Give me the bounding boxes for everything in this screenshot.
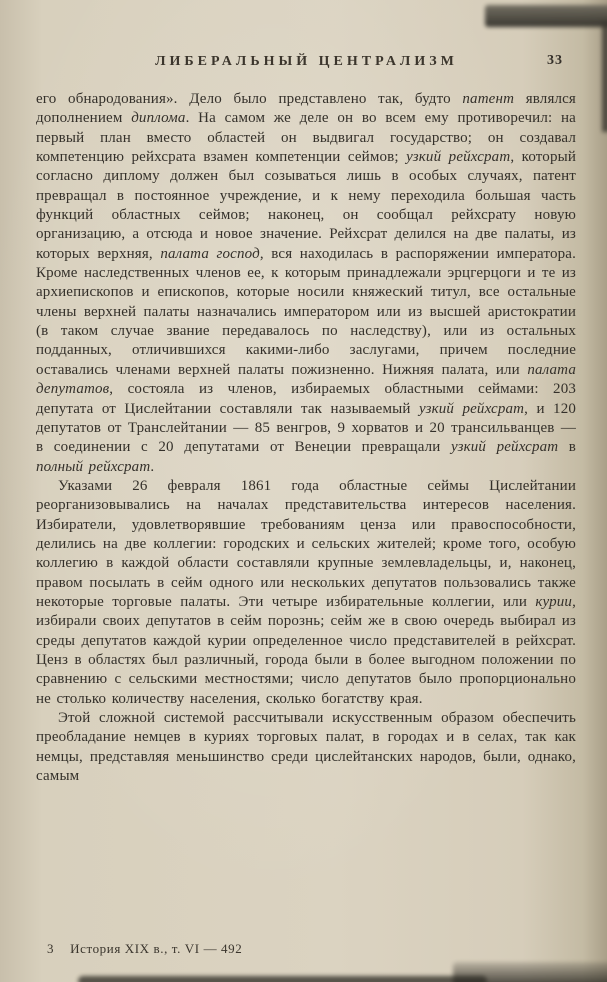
text-run: являлся дополнением [36,91,576,127]
signature-mark: 3 [47,941,55,956]
scan-artifact-bottom-right [453,962,607,982]
text-run: . [150,458,155,475]
text-run-italic: узкий рейхсрат [418,400,525,417]
text-run: , который согласно диплому должен был созываться лишь в особых случаях, патент превращал в постоянное учреждение, и к нему переходила большая часть функций областных сеймов; наконец, он сообщал рейхсрату новую организацию, а отсюда и новое значение. Рейхсрат делился на две палаты, из которых верхняя, [36,149,576,262]
text-run-italic: патент [462,91,515,107]
paragraph [36,477,576,709]
page-body [36,90,576,786]
scan-artifact-bottom-edge [78,976,487,982]
paragraph [36,709,576,786]
text-run-italic: диплома [131,110,186,127]
text-run: в [558,439,576,456]
running-header [36,52,577,74]
text-run: его обнародования». Дело было представлено так, будто [36,91,463,107]
text-run: . На самом же деле он во всем ему противоречил: на первый план вместо областей он выдвигал государство; он создавал компетенцию рейхсрата взамен компетенции сеймов; [36,110,576,166]
text-run-italic: полный рейхсрат [36,458,151,475]
scan-artifact-top-right [485,5,607,27]
scan-artifact-right-edge [602,22,607,132]
text-run: , состояла из членов, избираемых областными сеймами: 203 депутата от Цислейтании составляли так называемый [36,381,576,417]
text-run: , избирали своих депутатов в сейм порознь; сейм же в свою очередь выбирал из среды депутатов каждой курии определенное число представителей в рейхсрат. Ценз в областях был различный, города были в более выгодном положении по сравнению с сельскими местностями; число депутатов было пропорционально не столько количеству населения, сколько богатству края. [36,593,576,707]
text-run: Указами 26 февраля 1861 года областные сеймы Цислейтании реорганизовывались на началах представительства интересов населения. Избиратели, удовлетворявшие требованиям ценза или правоспособности, делились на две коллегии: городских и сельских жителей; кроме того, особую коллегию в каждой области составляли крупные землевладельцы, и, наконец, правом посылать в сейм одного или нескольких депутатов пользовались также некоторые торговые палаты. Эти четыре избирательные коллегии, или [36,477,576,610]
text-run-italic: узкий рейхсрат [406,149,511,166]
text-run: Этой сложной системой рассчитывали искусственным образом обеспечить преобладание немцев в куриях торговых палат, в городах и в селах, так как немцы, представляя меньшинство среди цислейтанских народов, были, однако, самым [36,710,576,785]
text-run-italic: палата господ [160,245,260,262]
text-run: , и 120 депутатов от Транслейтании — 85 венгров, 9 хорватов и 20 трансильванцев — в соединении с 20 депутатами от Венеции превращали [36,400,576,456]
text-run-italic: палата депутатов [36,361,576,398]
text-run-italic: курии [535,593,573,610]
running-header-title: ЛИБЕРАЛЬНЫЙ ЦЕНТРАЛИЗМ [155,54,458,69]
text-run: , вся находилась в распоряжении императора. Кроме наследственных членов ее, к которым принадлежали эрцгерцоги и те из архиепископов и епископов, которые носили княжеский титул, все остальные члены верхней палаты назначались императором или из высшей аристократии (в таком случае звание передавалось по наследству), или из остальных подданных, отличившихся какими-либо заслугами, причем последние оставались членами верхней палаты пожизненно. Нижняя палата, или [36,245,576,378]
footer-text: История XIX в., т. VI — 492 [70,941,243,956]
text-run-italic: узкий рейхсрат [450,439,559,456]
page-number: 33 [547,53,563,68]
paragraph [36,90,576,477]
page-footer [47,941,242,957]
